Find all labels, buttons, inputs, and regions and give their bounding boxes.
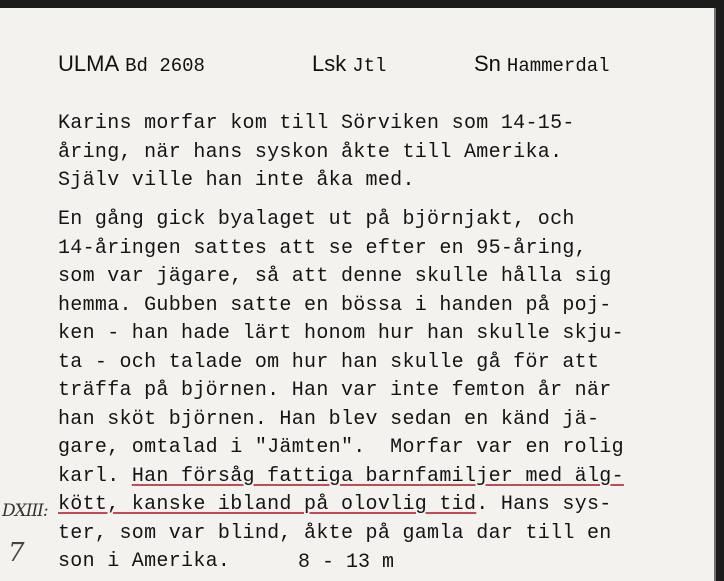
underlined-text: Han försåg fattiga barnfamiljer med älg-: [131, 464, 624, 488]
text-line: [58, 463, 698, 492]
sn-label: Sn: [474, 51, 501, 76]
text-line: han sköt björnen. Han blev sedan en känd jä-: [58, 407, 600, 431]
sn-value: Hammerdal: [506, 55, 610, 77]
text-line: 14-åringen sattes att se efter en 95-åring,: [58, 236, 587, 260]
header-sn: [474, 51, 610, 78]
text-line: åring, när hans syskon åkte till Amerika.: [58, 140, 563, 164]
header-lsk: [312, 51, 386, 78]
archive-card: [0, 8, 716, 581]
header-ulma: [58, 51, 205, 78]
underlined-text: kött, kanske ibland på olovlig tid: [58, 493, 477, 516]
lsk-value: Jtl: [352, 55, 387, 77]
line10-plain: karl.: [58, 464, 132, 488]
paragraph-1: [58, 110, 698, 196]
text-line: son i Amerika.: [58, 550, 231, 573]
text-line: En gång gick byalaget ut på björnjakt, och: [58, 208, 575, 231]
lsk-label: Lsk: [312, 51, 347, 76]
ulma-label: ULMA: [58, 51, 120, 76]
text-line: Karins morfar kom till Sörviken som 14-15-: [58, 112, 575, 135]
text-line: ken - han hade lärt honom hur han skulle skju-: [58, 322, 624, 345]
text-line: ter, som var blind, åkte på gamla dar till en: [58, 521, 612, 545]
line11-plain: . Hans sys-: [476, 493, 612, 516]
text-line: träffa på björnen. Han var inte femton år när: [58, 379, 612, 402]
paragraph-2: [58, 206, 698, 577]
text-line: hemma. Gubben satte en bössa i handen på poj-: [58, 293, 612, 317]
text-line: gare, omtalad i "Jämten". Morfar var en rolig: [58, 436, 624, 459]
ulma-value: Bd 2608: [125, 55, 205, 77]
page-reference: 8 - 13 m: [298, 551, 395, 574]
text-line: som var jägare, så att denne skulle hålla sig: [58, 265, 612, 288]
text-line: [58, 491, 698, 520]
margin-mark-7: 7: [8, 538, 25, 568]
text-line: ta - och talade om hur han skulle gå för att: [58, 350, 600, 374]
margin-mark-dxiii: DXIII:: [2, 501, 48, 521]
text-line: Själv ville han inte åka med.: [58, 169, 415, 192]
